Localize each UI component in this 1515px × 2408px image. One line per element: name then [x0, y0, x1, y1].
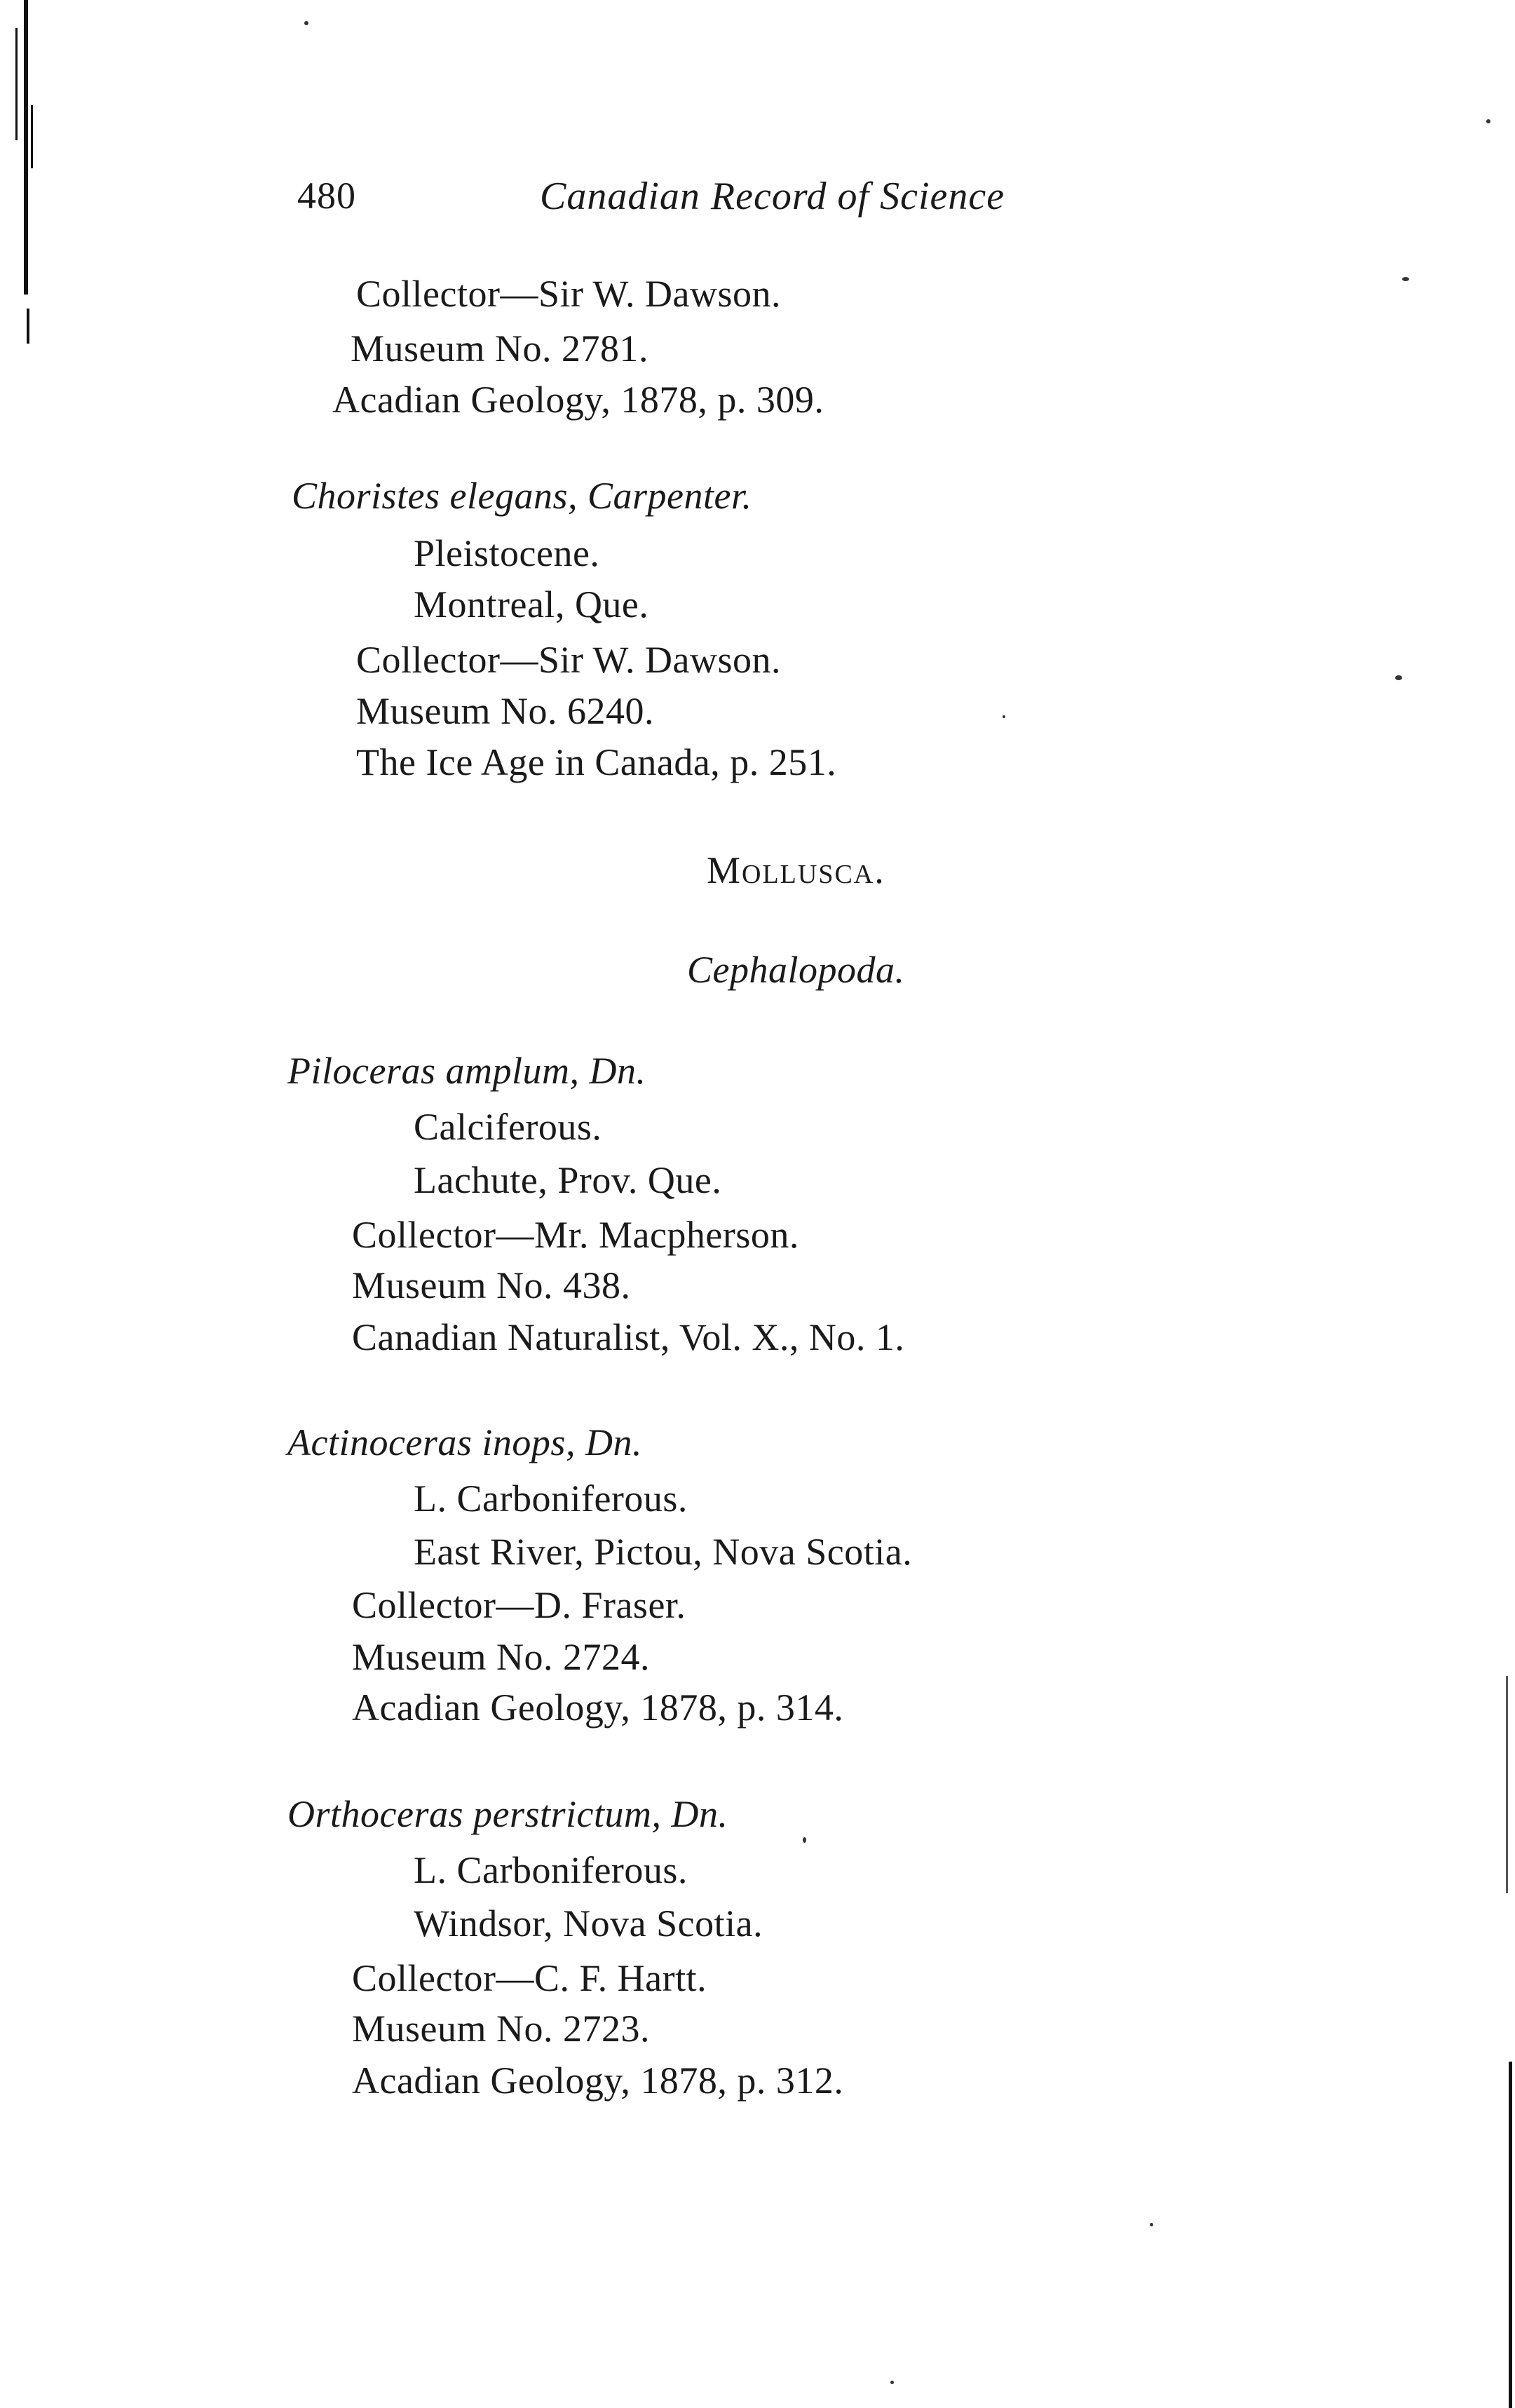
entry-locality: East River, Pictou, Nova Scotia. [414, 1531, 913, 1573]
entry-museum-number: Museum No. 2724. [352, 1636, 650, 1678]
entry-collector: Collector—Mr. Macpherson. [352, 1214, 799, 1256]
subsection-heading: Cephalopoda. [687, 949, 905, 991]
scan-speck [1395, 675, 1402, 680]
scan-speck [1402, 277, 1409, 281]
scan-edge-mark [27, 309, 29, 344]
entry-formation: Calciferous. [414, 1106, 602, 1148]
entry-collector: Collector—Sir W. Dawson. [356, 273, 781, 315]
species-heading: Piloceras amplum, Dn. [287, 1050, 646, 1092]
page-number: 480 [297, 175, 356, 217]
species-heading: Actinoceras inops, Dn. [287, 1421, 642, 1463]
scan-edge-mark [24, 0, 28, 295]
entry-collector: Collector—D. Fraser. [352, 1584, 686, 1626]
section-heading: Mollusca. [707, 849, 885, 891]
entry-formation: L. Carboniferous. [414, 1849, 688, 1891]
page-header [287, 174, 1115, 230]
scan-edge-mark [1506, 1676, 1508, 1893]
entry-reference: The Ice Age in Canada, p. 251. [356, 741, 837, 783]
species-heading: Orthoceras perstrictum, Dn. [287, 1793, 728, 1835]
entry-locality: Windsor, Nova Scotia. [414, 1902, 763, 1944]
scan-speck [304, 21, 308, 25]
running-title: Canadian Record of Science [540, 175, 1005, 218]
scan-edge-mark [15, 28, 18, 140]
entry-museum-number: Museum No. 2781. [351, 327, 648, 370]
scan-edge-mark [1509, 2062, 1512, 2408]
scan-speck [890, 2381, 894, 2384]
entry-collector: Collector—C. F. Hartt. [352, 1957, 707, 1999]
species-heading: Choristes elegans, Carpenter. [292, 475, 752, 517]
entry-collector: Collector—Sir W. Dawson. [356, 639, 781, 681]
entry-reference: Canadian Naturalist, Vol. X., No. 1. [352, 1316, 905, 1358]
entry-reference: Acadian Geology, 1878, p. 309. [332, 379, 824, 421]
scan-speck [1150, 2223, 1153, 2226]
entry-museum-number: Museum No. 2723. [352, 2008, 650, 2050]
entry-formation: Pleistocene. [414, 532, 600, 574]
entry-museum-number: Museum No. 6240. [356, 690, 654, 732]
entry-museum-number: Museum No. 438. [352, 1264, 631, 1306]
entry-formation: L. Carboniferous. [414, 1477, 688, 1520]
scan-speck [803, 1837, 806, 1843]
entry-locality: Lachute, Prov. Que. [414, 1159, 722, 1201]
scan-speck [1486, 119, 1490, 123]
entry-reference: Acadian Geology, 1878, p. 314. [352, 1686, 844, 1729]
entry-reference: Acadian Geology, 1878, p. 312. [352, 2059, 844, 2102]
scan-edge-mark [31, 105, 33, 168]
entry-locality: Montreal, Que. [414, 583, 649, 625]
scan-speck [1003, 715, 1005, 718]
